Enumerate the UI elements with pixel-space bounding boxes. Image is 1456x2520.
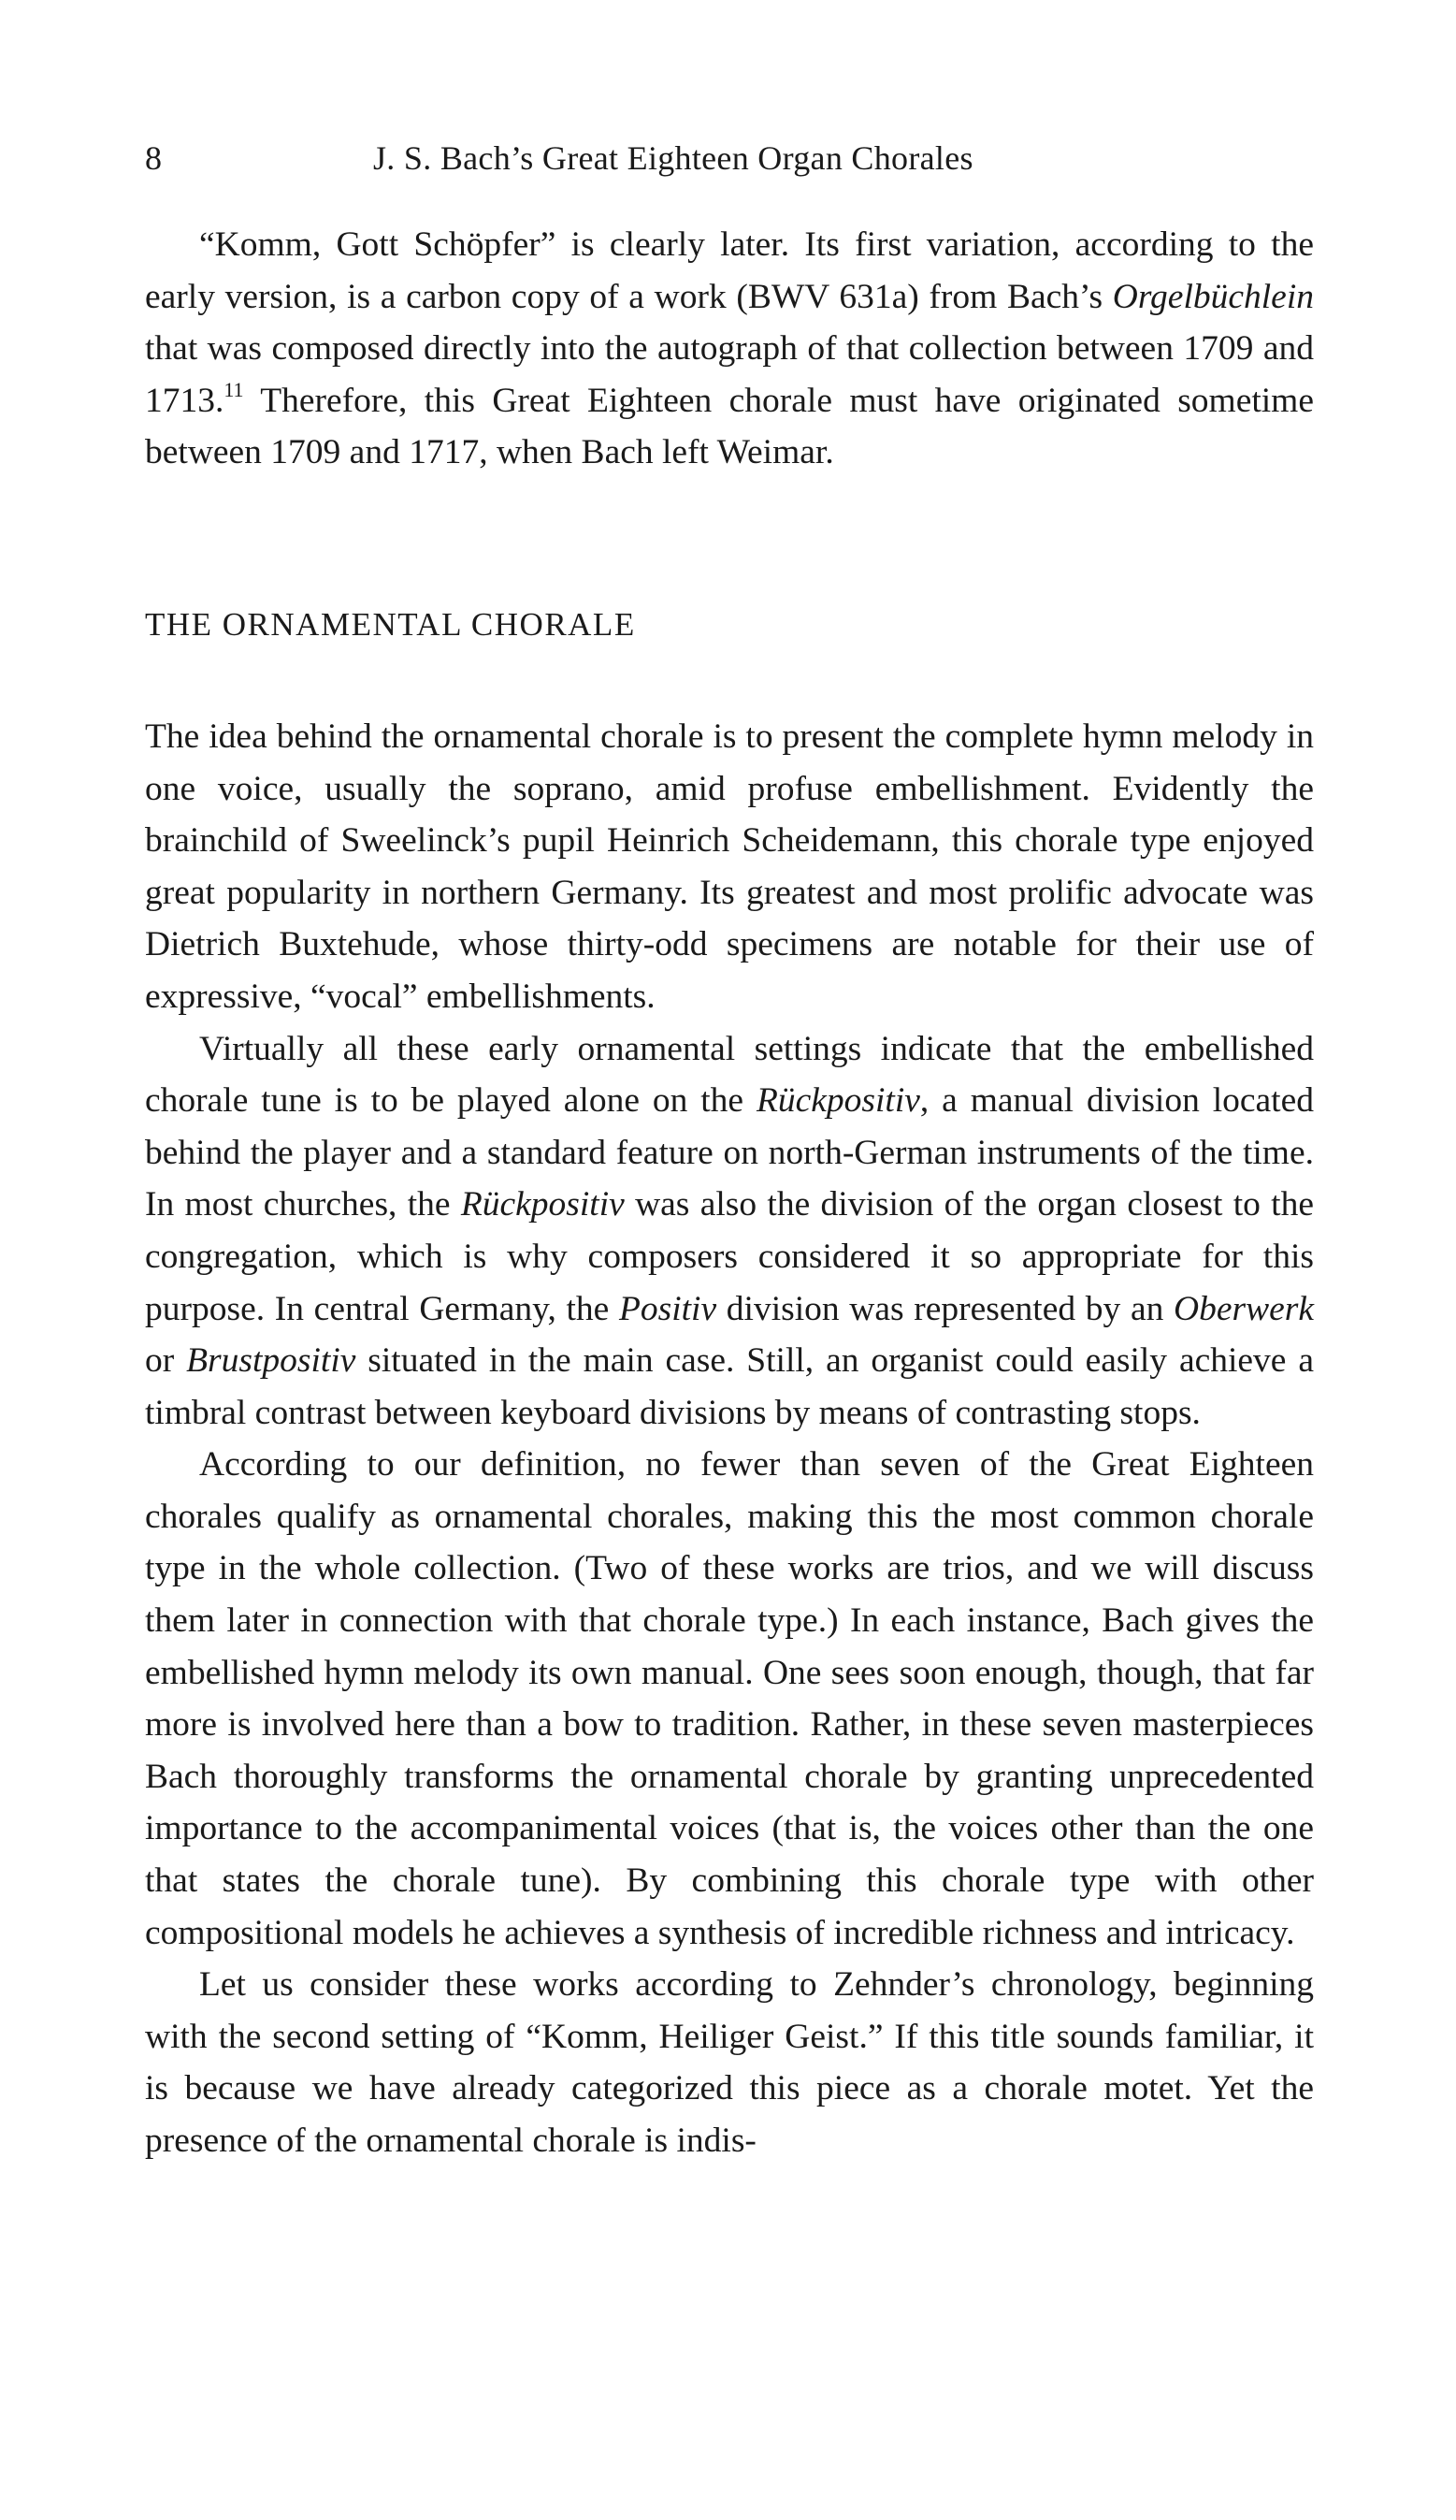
italic-term: Oberwerk (1174, 1289, 1314, 1328)
italic-term: Rückpositiv (756, 1081, 920, 1121)
italic-term: Positiv (618, 1289, 717, 1328)
book-page (145, 138, 1314, 2167)
paragraph-ruckpositiv: Virtually all these early ornamental settings indicate that the embellished chorale tune is to be played alone on the Rückpositiv, a manual division located behind the player and a standard feature on north-German instruments of the time. In most churches, the Rückpositiv was also the division of the organ closest to the congregation, which is why composers considered it so appropriate for this purpose. In central Germany, the Positiv division was represented by an Oberwerk or Brustpositiv situated in the main case. Still, an organist could easily achieve a timbral contrast between keyboard divisions by means of contrasting stops. (145, 1029, 1314, 1432)
paragraph-seven-chorales: According to our definition, no fewer than seven of the Great Eighteen chorales qualify as ornamental chorales, making this the most common chorale type in the whole collection. (Two of these works are trios, and we will discuss them later in connection with that chorale type.) In each instance, Bach gives the embellished hymn melody its own manual. One sees soon enough, though, that far more is involved here than a bow to tradition. Rather, in these seven masterpieces Bach thoroughly transforms the ornamental chorale by granting unprecedented importance to the accompanimental voices (that is, the voices other than the one that states the chorale tune). By combining this chorale type with other compositional models he achieves a synthesis of incredible richness and intricacy. (145, 1445, 1314, 1952)
paragraph-ornamental-intro: The idea behind the ornamental chorale is to present the complete hymn melody in one voice, usually the soprano, amid profuse embellishment. Evidently the brainchild of Sweelinck’s pupil Heinrich Scheidemann, this chorale type enjoyed great popularity in northern Germany. Its greatest and most prolific advocate was Dietrich Buxtehude, whose thirty-odd specimens are notable for their use of expressive, “vocal” embellishments. (145, 717, 1314, 1016)
paragraph-zehnder-chronology: Let us consider these works according to Zehnder’s chronology, beginning with the second setting of “Komm, Heiliger Geist.” If this title sounds familiar, it is because we have already categorized this piece as a chorale motet. Yet the presence of the ornamental chorale is indis- (145, 1965, 1314, 2160)
section-heading: THE ORNAMENTAL CHORALE (145, 605, 636, 643)
running-title: J. S. Bach’s Great Eighteen Organ Chorales (373, 139, 973, 177)
running-head (145, 138, 1314, 195)
paragraph-komm-gott-schopfer: “Komm, Gott Schöpfer” is clearly later. Its first variation, according to the early version, is a carbon copy of a work (BWV 631a) from Bach’s Orgelbüchlein that was composed directly into the autograph of that collection between 1709 and 1713.11 Therefore, this Great Eighteen chorale must have originated sometime between 1709 and 1717, when Bach left Weimar. (145, 225, 1314, 472)
italic-term: Brustpositiv (186, 1341, 356, 1381)
italic-term: Orgelbüchlein (1112, 277, 1314, 316)
italic-term: Rückpositiv (460, 1185, 625, 1224)
page-number: 8 (145, 139, 163, 177)
footnote-marker: 11 (223, 377, 244, 401)
